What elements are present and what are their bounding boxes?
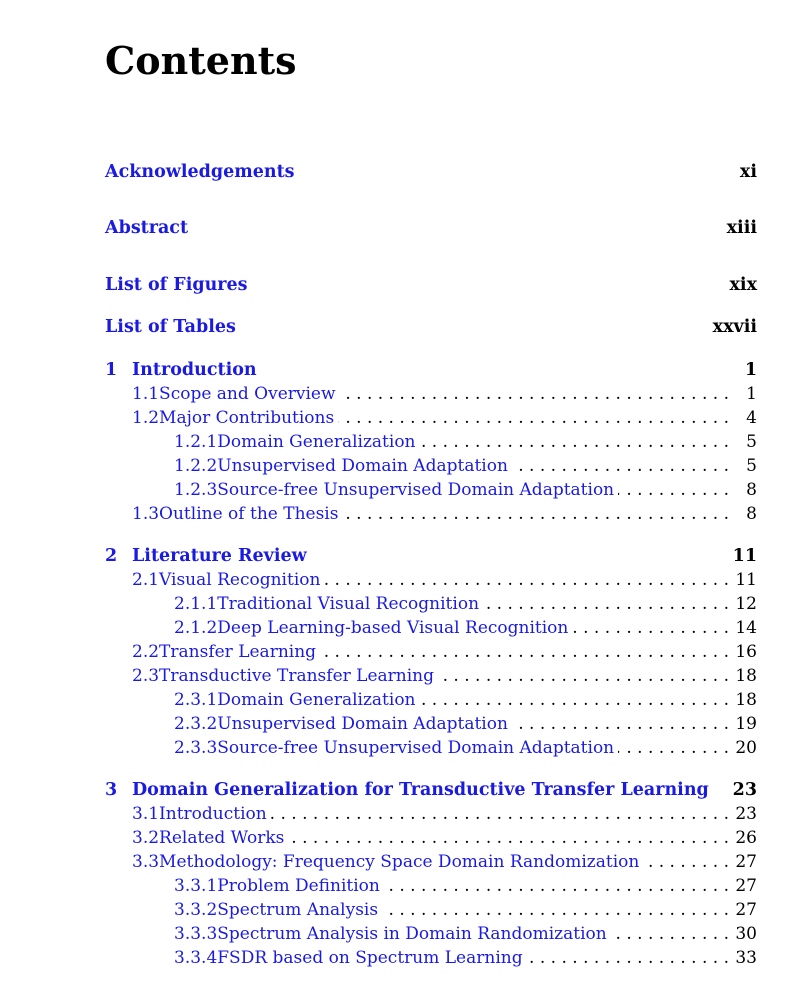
subsection-number[interactable]: 1.2.1	[174, 432, 218, 452]
dot-leader	[420, 431, 729, 453]
toc-entry-list-of-tables[interactable]	[105, 316, 757, 338]
page-number: 27	[735, 852, 757, 872]
toc-link[interactable]: Related Works	[159, 828, 285, 848]
toc-section[interactable]	[132, 503, 757, 525]
toc-link[interactable]: Spectrum Analysis in Domain Randomization	[217, 924, 607, 944]
subsection-number[interactable]: 2.3.1	[174, 690, 218, 710]
toc-entry-acknowledgements[interactable]	[105, 161, 757, 183]
toc-subsection[interactable]	[174, 875, 757, 897]
page-number: 19	[735, 714, 757, 734]
toc-link[interactable]: Transfer Learning	[159, 642, 317, 662]
dot-leader	[340, 383, 729, 405]
toc-link[interactable]: Outline of the Thesis	[159, 504, 339, 524]
page-number: 1	[746, 384, 757, 404]
page-number: 26	[735, 828, 757, 848]
toc-link[interactable]: Spectrum Analysis	[217, 900, 379, 920]
dot-leader	[572, 617, 729, 639]
toc-subsection[interactable]	[174, 479, 757, 501]
chapter-number[interactable]: 2	[105, 546, 118, 566]
subsection-number[interactable]: 1.2.3	[174, 480, 218, 500]
page-number: 12	[735, 594, 757, 614]
dot-leader	[618, 737, 729, 759]
page-number: 33	[735, 948, 757, 968]
dot-leader	[384, 875, 729, 897]
toc-link[interactable]: Transductive Transfer Learning	[159, 666, 434, 686]
subsection-number[interactable]: 1.2.2	[174, 456, 218, 476]
toc-chapter-1[interactable]	[105, 359, 757, 381]
page-number: 18	[735, 690, 757, 710]
page-number: 23	[735, 804, 757, 824]
toc-section[interactable]	[132, 851, 757, 873]
toc-entry-abstract[interactable]	[105, 217, 757, 239]
toc-chapter-2[interactable]	[105, 545, 757, 567]
toc-subsection[interactable]	[174, 689, 757, 711]
toc-section[interactable]	[132, 641, 757, 663]
page-number: 8	[746, 480, 757, 500]
dot-leader	[338, 407, 729, 429]
toc-link[interactable]: Problem Definition	[217, 876, 380, 896]
toc-subsection[interactable]	[174, 617, 757, 639]
page-number: xxvii	[712, 317, 757, 337]
toc-link[interactable]: Introduction	[159, 804, 267, 824]
toc-link[interactable]: List of Figures	[105, 275, 248, 295]
toc-link[interactable]: Introduction	[132, 360, 257, 380]
toc-link[interactable]: Major Contributions	[159, 408, 335, 428]
page-number: 11	[735, 570, 757, 590]
section-number[interactable]: 3.3	[132, 852, 160, 872]
subsection-number[interactable]: 2.1.2	[174, 618, 218, 638]
subsection-number[interactable]: 3.3.1	[174, 876, 218, 896]
toc-subsection[interactable]	[174, 593, 757, 615]
section-number[interactable]: 2.1	[132, 570, 160, 590]
toc-subsection[interactable]	[174, 737, 757, 759]
toc-link[interactable]: Abstract	[105, 218, 189, 238]
section-number[interactable]: 3.1	[132, 804, 160, 824]
toc-link[interactable]: List of Tables	[105, 317, 236, 337]
chapter-number[interactable]: 3	[105, 780, 118, 800]
page-number: 23	[732, 780, 757, 800]
page-number: 8	[746, 504, 757, 524]
toc-subsection[interactable]	[174, 923, 757, 945]
page-number: 5	[746, 456, 757, 476]
toc-subsection[interactable]	[174, 455, 757, 477]
toc-link[interactable]: Source-free Unsupervised Domain Adaptation	[217, 480, 615, 500]
toc-link[interactable]: Unsupervised Domain Adaptation	[217, 456, 508, 476]
subsection-number[interactable]: 3.3.3	[174, 924, 218, 944]
page-number: 11	[732, 546, 757, 566]
subsection-number[interactable]: 2.1.1	[174, 594, 218, 614]
toc-link[interactable]: Deep Learning-based Visual Recognition	[217, 618, 569, 638]
toc-subsection[interactable]	[174, 947, 757, 969]
dot-leader	[288, 827, 729, 849]
toc-link[interactable]: Traditional Visual Recognition	[217, 594, 480, 614]
dot-leader	[527, 947, 729, 969]
page-number: 1	[744, 360, 757, 380]
dot-leader	[342, 503, 729, 525]
toc-link[interactable]: FSDR based on Spectrum Learning	[217, 948, 523, 968]
page-title: Contents	[105, 38, 297, 83]
page-number: 14	[735, 618, 757, 638]
page-number: 20	[735, 738, 757, 758]
chapter-number[interactable]: 1	[105, 360, 118, 380]
toc-section[interactable]	[132, 827, 757, 849]
toc-subsection[interactable]	[174, 431, 757, 453]
toc-link[interactable]: Visual Recognition	[159, 570, 321, 590]
toc-link[interactable]: Acknowledgements	[105, 162, 295, 182]
toc-link[interactable]: Methodology: Frequency Space Domain Randomization	[159, 852, 640, 872]
subsection-number[interactable]: 3.3.2	[174, 900, 218, 920]
section-number[interactable]: 1.2	[132, 408, 160, 428]
subsection-number[interactable]: 2.3.2	[174, 714, 218, 734]
page-number: xix	[729, 275, 757, 295]
toc-chapter-3[interactable]	[105, 779, 757, 801]
toc-link[interactable]: Domain Generalization	[217, 432, 416, 452]
toc-link[interactable]: Domain Generalization	[217, 690, 416, 710]
section-number[interactable]: 2.2	[132, 642, 160, 662]
section-number[interactable]: 3.2	[132, 828, 160, 848]
dot-leader	[611, 923, 729, 945]
page-number: 27	[735, 876, 757, 896]
section-number[interactable]: 1.1	[132, 384, 160, 404]
section-number[interactable]: 2.3	[132, 666, 160, 686]
page-number: 27	[735, 900, 757, 920]
toc-link[interactable]: Scope and Overview	[159, 384, 336, 404]
dot-leader	[438, 665, 729, 687]
page-number: xiii	[726, 218, 757, 238]
toc-section[interactable]	[132, 383, 757, 405]
toc-entry-list-of-figures[interactable]	[105, 274, 757, 296]
dot-leader	[643, 851, 729, 873]
page-number: 18	[735, 666, 757, 686]
dot-leader	[320, 641, 729, 663]
toc-section[interactable]	[132, 803, 757, 825]
dot-leader	[382, 899, 729, 921]
page-number: 4	[746, 408, 757, 428]
page-number: 30	[735, 924, 757, 944]
toc-link[interactable]: Literature Review	[132, 546, 307, 566]
toc-section[interactable]	[132, 665, 757, 687]
dot-leader	[324, 569, 729, 591]
toc-subsection[interactable]	[174, 899, 757, 921]
dot-leader	[420, 689, 729, 711]
dot-leader	[512, 455, 729, 477]
subsection-number[interactable]: 3.3.4	[174, 948, 218, 968]
section-number[interactable]: 1.3	[132, 504, 160, 524]
toc-link[interactable]: Source-free Unsupervised Domain Adaptation	[217, 738, 615, 758]
page-number: 5	[746, 432, 757, 452]
subsection-number[interactable]: 2.3.3	[174, 738, 218, 758]
dot-leader	[271, 803, 729, 825]
page-number: 16	[735, 642, 757, 662]
toc-link[interactable]: Domain Generalization for Transductive Transfer Learning	[132, 780, 709, 800]
toc-section[interactable]	[132, 569, 757, 591]
dot-leader	[618, 479, 729, 501]
page-number: xi	[739, 162, 757, 182]
dot-leader	[483, 593, 729, 615]
toc-subsection[interactable]	[174, 713, 757, 735]
dot-leader	[512, 713, 729, 735]
toc-link[interactable]: Unsupervised Domain Adaptation	[217, 714, 508, 734]
toc-section[interactable]	[132, 407, 757, 429]
